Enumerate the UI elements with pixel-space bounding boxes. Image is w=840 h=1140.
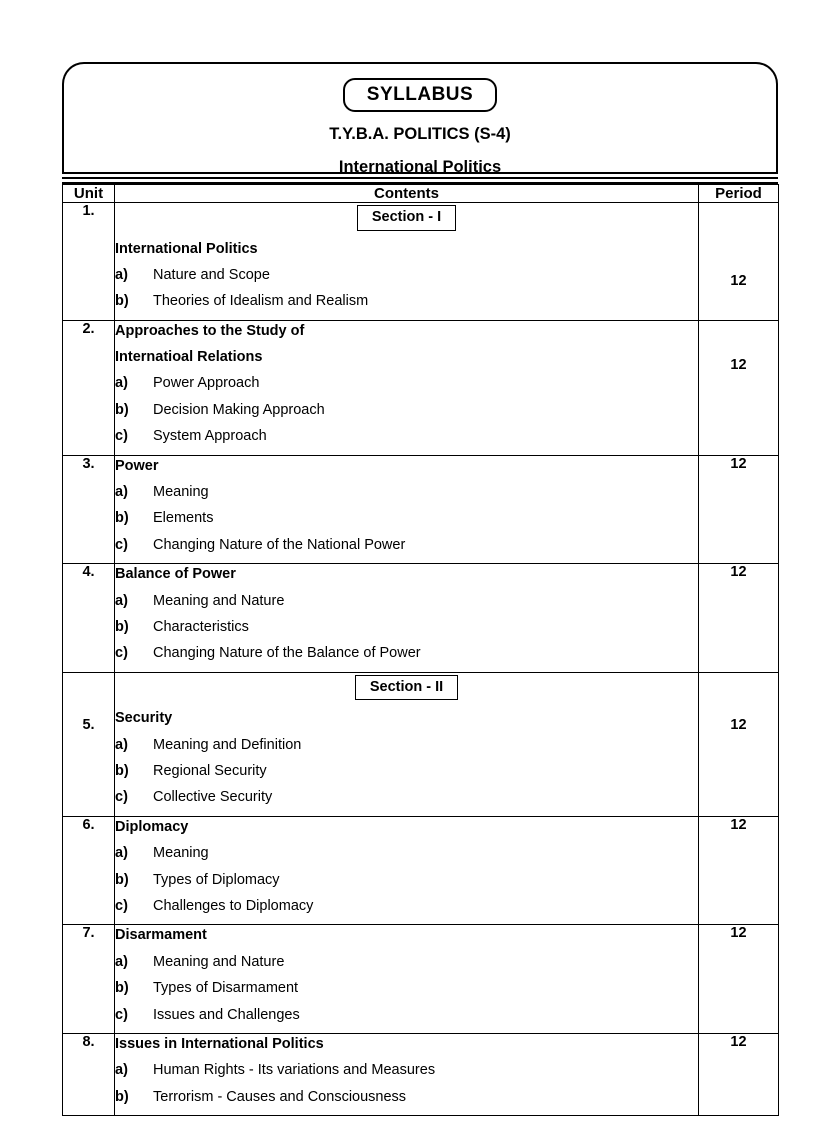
subtopic (115, 763, 698, 780)
section-heading (115, 675, 698, 701)
section-heading (115, 205, 698, 231)
subtopic-label: b) (115, 980, 129, 997)
subtopic-text: Elements (153, 510, 214, 527)
divider-line-2 (62, 177, 778, 179)
row-unit: 3. (63, 455, 115, 564)
row-contents (115, 672, 699, 816)
header-divider (62, 172, 778, 184)
subtopic (115, 267, 698, 284)
table-header-row (63, 185, 779, 203)
subtopic-text: System Approach (153, 428, 267, 445)
subtopic-label: b) (115, 618, 129, 635)
subtopic-text: Decision Making Approach (153, 401, 325, 418)
row-topic: Power (115, 457, 159, 474)
subtopic (115, 645, 698, 662)
row-contents (115, 455, 699, 564)
subtopic-text: Types of Diplomacy (153, 871, 280, 888)
subtopic (115, 428, 698, 445)
table-row (63, 564, 779, 673)
row-contents (115, 320, 699, 455)
column-header-period: Period (699, 185, 779, 203)
subtopic-label: a) (115, 953, 128, 970)
subtopic (115, 898, 698, 915)
row-unit: 7. (63, 925, 115, 1034)
row-unit: 2. (63, 320, 115, 455)
subtopic-text: Types of Disarmament (153, 980, 299, 997)
row-topic: Approaches to the Study of (115, 322, 305, 339)
table-row (63, 320, 779, 455)
subtopic (115, 954, 698, 971)
subtopic-label: b) (115, 293, 129, 310)
row-unit: 6. (63, 816, 115, 925)
subtopic (115, 1089, 698, 1106)
subtopic-label: a) (115, 845, 128, 862)
syllabus-header (62, 62, 778, 176)
row-period: 12 (699, 455, 779, 564)
row-unit: 4. (63, 564, 115, 673)
divider-line-3 (62, 182, 778, 184)
table-row (63, 1033, 779, 1115)
subtopic-text: Human Rights - Its variations and Measures (153, 1062, 436, 1079)
row-topic: Disarmament (115, 927, 207, 944)
subtopic-text: Terrorism - Causes and Consciousness (153, 1088, 407, 1105)
subject-title: International Politics (338, 158, 502, 176)
section-label-text: Section - I (357, 205, 456, 231)
divider-line-1 (62, 172, 778, 174)
row-contents (115, 1033, 699, 1115)
row-topic: Diplomacy (115, 818, 189, 835)
row-period: 12 (699, 1033, 779, 1115)
row-unit: 8. (63, 1033, 115, 1115)
subtopic-label: b) (115, 871, 129, 888)
subtopic-label: c) (115, 897, 128, 914)
row-topic: Issues in International Politics (115, 1035, 324, 1052)
subtopic (115, 789, 698, 806)
row-topic: International Politics (115, 240, 258, 257)
subtopic-label: a) (115, 592, 128, 609)
row-period: 12 (699, 672, 779, 816)
table-row (63, 816, 779, 925)
subtopic-text: Changing Nature of the Balance of Power (153, 645, 421, 662)
table-row (63, 455, 779, 564)
subtopic-text: Challenges to Diplomacy (153, 897, 314, 914)
subtopic-label: c) (115, 1006, 128, 1023)
subtopic (115, 375, 698, 392)
subtopic (115, 1007, 698, 1024)
subtopic-text: Theories of Idealism and Realism (153, 293, 369, 310)
row-topic: Balance of Power (115, 566, 236, 583)
subtopic-text: Meaning and Definition (153, 736, 302, 753)
subtopic-text: Nature and Scope (153, 266, 270, 283)
row-unit: 1. (63, 203, 115, 321)
subtopic-label: c) (115, 645, 128, 662)
subtopic-text: Regional Security (153, 763, 267, 780)
subtopic (115, 593, 698, 610)
column-header-unit: Unit (63, 185, 115, 203)
subtopic-label: a) (115, 375, 128, 392)
subtopic-label: b) (115, 401, 129, 418)
subtopic-label: c) (115, 536, 128, 553)
table-row (63, 672, 779, 816)
subtopic (115, 402, 698, 419)
section-label-text: Section - II (355, 675, 458, 701)
subtopic-label: c) (115, 428, 128, 445)
table-row (63, 203, 779, 321)
syllabus-badge: SYLLABUS (343, 78, 497, 112)
subtopic-label: a) (115, 484, 128, 501)
subtopic (115, 619, 698, 636)
subtopic-label: a) (115, 736, 128, 753)
subtopic (115, 484, 698, 501)
subtopic-text: Meaning and Nature (153, 592, 285, 609)
syllabus-document (62, 62, 778, 1116)
subtopic-text: Meaning (153, 484, 209, 501)
course-title: T.Y.B.A. POLITICS (S-4) (329, 125, 511, 143)
row-period: 12 (699, 564, 779, 673)
subtopic-label: b) (115, 1088, 129, 1105)
subtopic (115, 510, 698, 527)
subtopic-text: Meaning and Nature (153, 953, 285, 970)
column-header-contents: Contents (115, 185, 699, 203)
row-period: 12 (699, 320, 779, 455)
subtopic (115, 845, 698, 862)
subtopic-label: c) (115, 789, 128, 806)
row-contents (115, 816, 699, 925)
subtopic-text: Power Approach (153, 375, 260, 392)
subtopic (115, 537, 698, 554)
row-period: 12 (699, 925, 779, 1034)
row-contents (115, 203, 699, 321)
subtopic (115, 293, 698, 310)
syllabus-table (62, 184, 779, 1116)
subtopic-label: a) (115, 266, 128, 283)
row-topic: Security (115, 710, 173, 727)
subtopic (115, 737, 698, 754)
row-unit: 5. (63, 672, 115, 816)
subtopic-label: b) (115, 510, 129, 527)
subtopic (115, 872, 698, 889)
table-row (63, 925, 779, 1034)
subtopic-text: Issues and Challenges (153, 1006, 300, 1023)
row-period: 12 (699, 203, 779, 321)
subtopic-text: Meaning (153, 845, 209, 862)
subtopic-label: b) (115, 763, 129, 780)
row-contents (115, 925, 699, 1034)
subtopic-text: Changing Nature of the National Power (153, 536, 406, 553)
subtopic (115, 1062, 698, 1079)
subtopic (115, 980, 698, 997)
row-period: 12 (699, 816, 779, 925)
row-contents (115, 564, 699, 673)
subtopic-label: a) (115, 1062, 128, 1079)
subtopic-text: Characteristics (153, 618, 249, 635)
subtopic-text: Collective Security (153, 789, 273, 806)
row-topic-line2: Internatioal Relations (115, 349, 263, 366)
